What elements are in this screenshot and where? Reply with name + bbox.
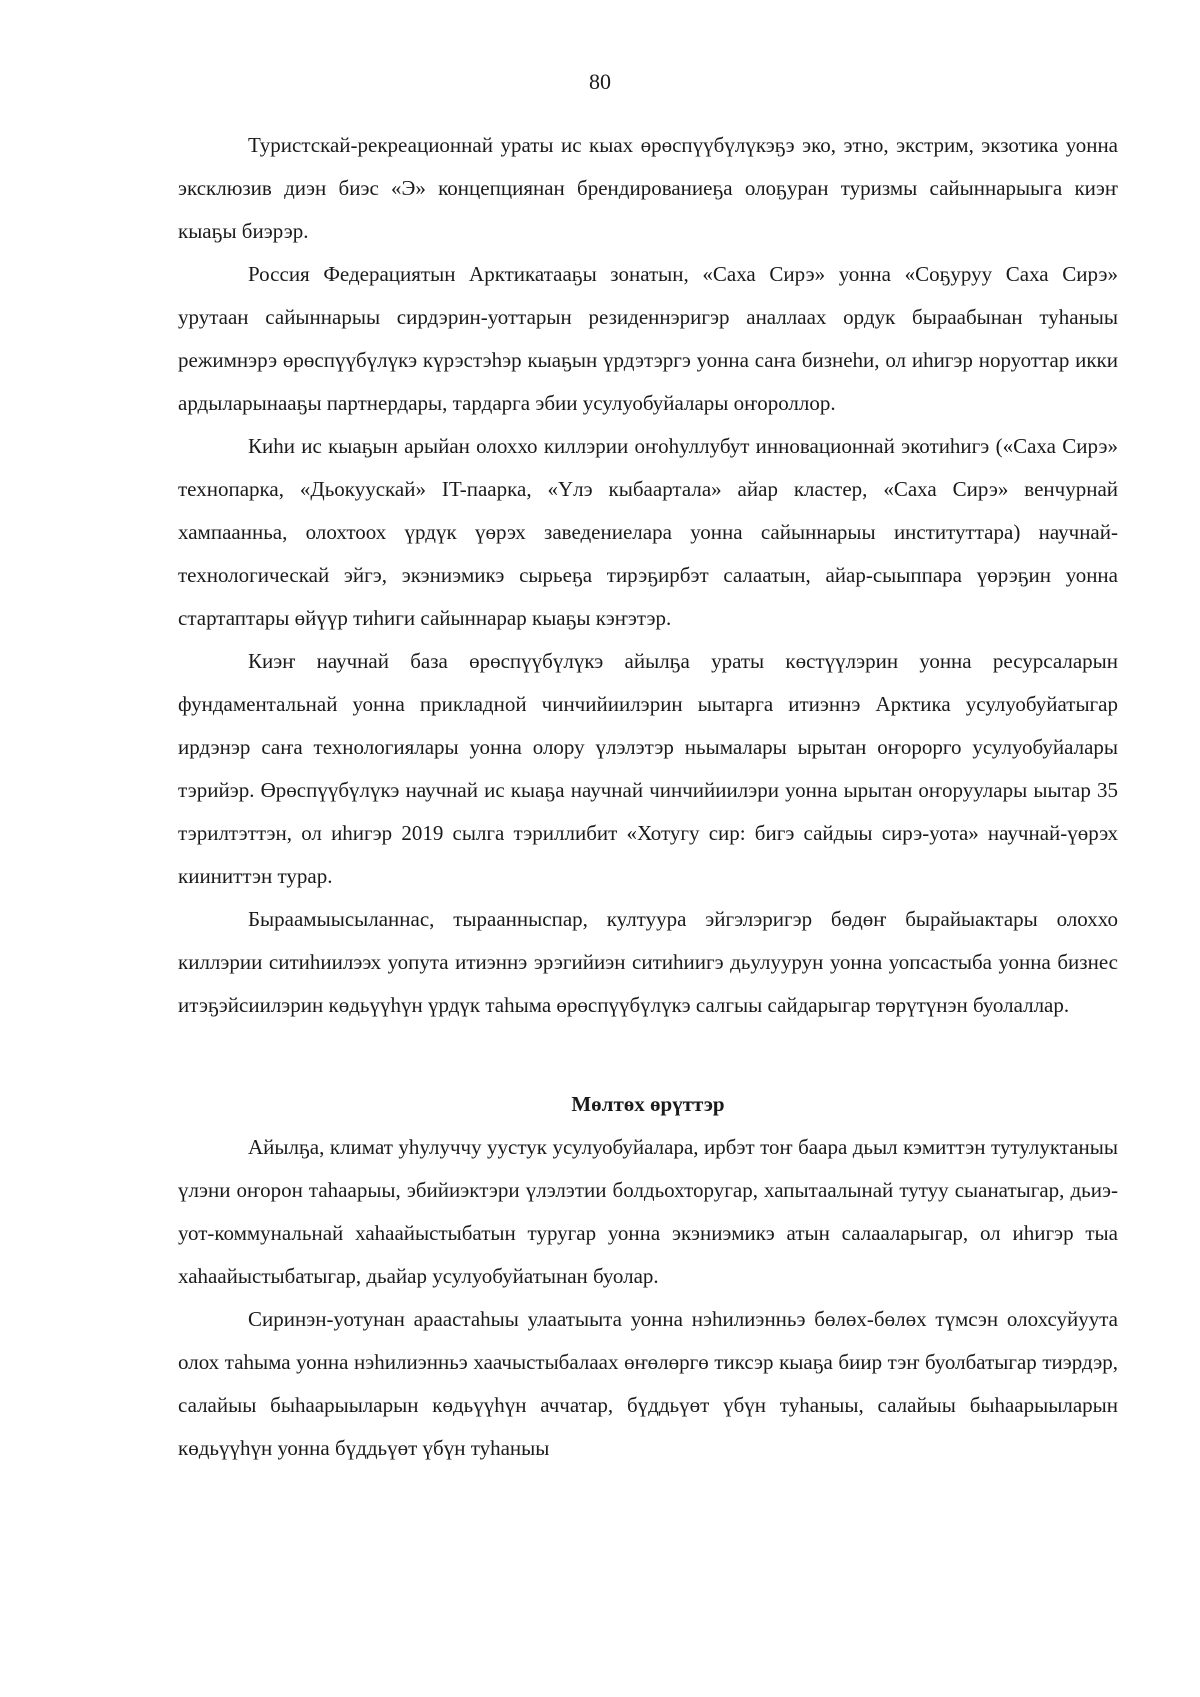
paragraph-territorial: Сиринэн-уотунан араастаһыы улаатыыта уонна нэһилиэнньэ бөлөх-бөлөх түмсэн олохсуйуута олох таһыма уонна нэһилиэнньэ хаачыстыбалаах өҥөлөргө тиксэр кыаҕа биир тэҥ буолбатыгар тиэрдэр, салайыы быһаарыыларын көдьүүһүн аччатар, бүддьүөт үбүн туһаныы, салайыы быһаарыыларын көдьүүһүн уонна бүддьүөт үбүн туһаныы xyxy=(178,1307,1118,1460)
paragraph-innovation: Киһи ис кыаҕын арыйан олоххо киллэрии оҥоһуллубут инновационнай экотиһигэ («Саха Сирэ» технопарка, «Дьокуускай» IT-паарка, «Үлэ кыбаартала» айар кластер, «Саха Сирэ» венчурнай хампаанньа, олохтоох үрдүк үөрэх заведениелара уонна сайыннарыы институттара) научнай-технологическай эйгэ, экэниэмикэ сырьеҕа тирэҕирбэт салаатын, айар-сыыппара үөрэҕин уонна стартаптары өйүүр тиһиги сайыннарар кыаҕы кэҥэтэр. xyxy=(178,434,1118,630)
paragraph-arctic-zone: Россия Федерациятын Арктикатааҕы зонатын, «Саха Сирэ» уонна «Соҕуруу Саха Сирэ» урутаан сайыннарыы сирдэрин-уоттарын резиденнэригэр аналлаах ордук быраабынан туһаныы режимнэрэ өрөспүүбүлүкэ күрэстэһэр кыаҕын үрдэтэргэ уонна саҥа бизнеһи, ол иһигэр норуоттар икки ардыларынааҕы партнердары, тардарга эбии усулуобуйалары оҥороллор. xyxy=(178,262,1118,415)
paragraph-climate: Айылҕа, климат уһулуччу уустук усулуобуйалара, ирбэт тоҥ баара дьыл кэмиттэн тутулуктаныы үлэни оҥорон таһаарыы, эбийиэктэри үлэлэтии болдьохторугар, хапытаалынай тутуу сыанатыгар, дьиэ-уот-коммунальнай хаһаайыстыбатын туругар уонна экэниэмикэ атын салааларыгар, ол иһигэр тыа хаһаайыстыбатыгар, дьайар усулуобуйатынан буолар. xyxy=(178,1135,1118,1288)
page-number: 80 xyxy=(589,69,611,94)
section-heading-weaknesses: Мөлтөх өрүттэр xyxy=(571,1092,725,1116)
paragraph-scientific-base: Киэҥ научнай база өрөспүүбүлүкэ айылҕа ураты көстүүлэрин уонна ресурсаларын фундаментальнай уонна прикладной чинчийиилэрин ыытарга итиэннэ Арктика усулуобуйатыгар ирдэнэр саҥа технологиялары уонна олору үлэлэтэр ньымалары ырытан оҥорорго усулуобуйалары тэрийэр. Өрөспүүбүлүкэ научнай ис кыаҕа научнай чинчийиилэри уонна ырытан оҥоруулары ыытар 35 тэрилтэттэн, ол иһигэр 2019 сылга тэриллибит «Хотугу сир: бигэ сайдыы сирэ-уота» научнай-үөрэх кииниттэн турар. xyxy=(178,649,1118,888)
paragraph-industry: Быраамыысыланнас, тыраанныспар, култуура эйгэлэригэр бөдөҥ бырайыактары олоххо киллэрии ситиһиилээх уопута итиэннэ эрэгийиэн ситиһиигэ дьулуурун уонна уопсастыба уонна бизнес итэҕэйсиилэрин көдьүүһүн үрдүк таһыма өрөспүүбүлүкэ салгыы сайдарыгар төрүтүнэн буолаллар. xyxy=(178,907,1118,1017)
paragraph-tourism: Туристскай-рекреационнай ураты ис кыах өрөспүүбүлүкэҕэ эко, этно, экстрим, экзотика уонна эксклюзив диэн биэс «Э» концепциянан брендированиеҕа олоҕуран туризмы сайыннарыыга киэҥ кыаҕы биэрэр. xyxy=(178,133,1118,243)
document-body xyxy=(178,124,1118,1470)
